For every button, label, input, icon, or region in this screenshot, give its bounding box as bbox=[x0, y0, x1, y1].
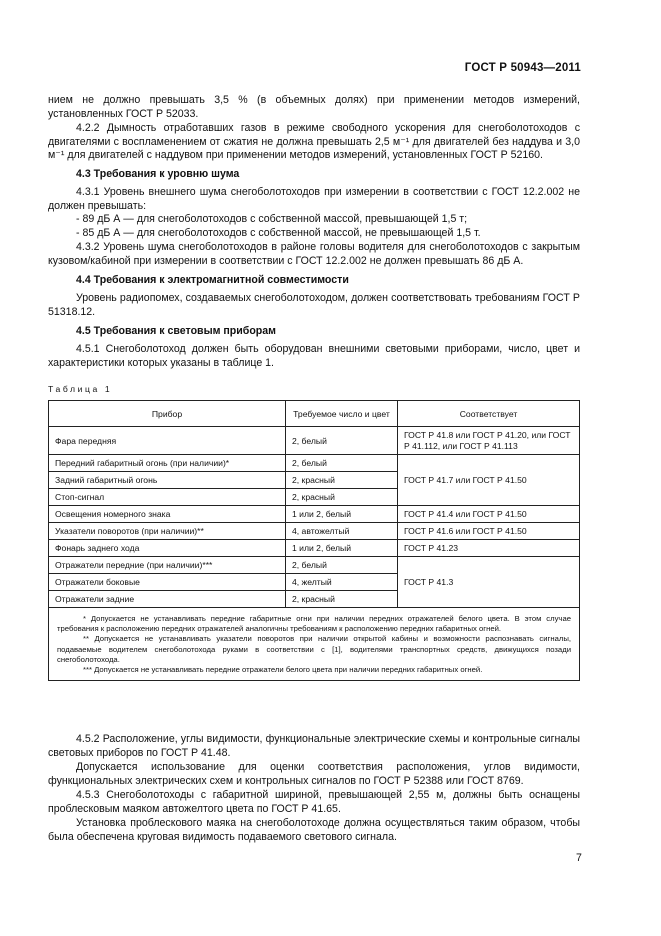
cell-device: Стоп-сигнал bbox=[49, 489, 286, 506]
cell-standard: ГОСТ Р 41.7 или ГОСТ Р 41.50 bbox=[398, 455, 580, 506]
table-row bbox=[49, 506, 580, 523]
cell-count: 2, белый bbox=[286, 455, 398, 472]
paragraph-4-5-2: 4.5.2 Расположение, углы видимости, функциональные электрические схемы и контрольные сигналы световых приборов по ГОСТ Р 41.48. bbox=[48, 733, 580, 759]
paragraph-4-3-1: 4.3.1 Уровень внешнего шума снегоболотоходов при измерении в соответствии с ГОСТ 12.2.002 не должен превышать: bbox=[48, 186, 580, 212]
paragraph-4-3-2: 4.3.2 Уровень шума снегоболотоходов в районе головы водителя для снегоболотоходов с закрытым кузовом/кабиной при измерении в соответствии с ГОСТ 12.2.002 не должен превышать 86 дБ А. bbox=[48, 241, 580, 267]
heading-4-3: 4.3 Требования к уровню шума bbox=[76, 168, 240, 180]
cell-standard: ГОСТ Р 41.8 или ГОСТ Р 41.20, или ГОСТ Р 41.112, или ГОСТ Р 41.113 bbox=[398, 427, 580, 455]
cell-device: Передний габаритный огонь (при наличии)* bbox=[49, 455, 286, 472]
table-caption: Таблица 1 bbox=[48, 384, 113, 394]
table-note-3: *** Допускается не устанавливать передние отражатели белого цвета при наличии передних габаритных огней. bbox=[83, 665, 483, 675]
column-header-standard: Соответствует bbox=[398, 401, 580, 427]
column-header-count: Требуемое число и цвет bbox=[286, 401, 398, 427]
cell-count: 2, белый bbox=[286, 557, 398, 574]
cell-device: Задний габаритный огонь bbox=[49, 472, 286, 489]
cell-count: 4, желтый bbox=[286, 574, 398, 591]
cell-device: Отражатели передние (при наличии)*** bbox=[49, 557, 286, 574]
cell-standard: ГОСТ Р 41.4 или ГОСТ Р 41.50 bbox=[398, 506, 580, 523]
cell-device: Фонарь заднего хода bbox=[49, 540, 286, 557]
cell-device: Отражатели задние bbox=[49, 591, 286, 608]
cell-count: 2, красный bbox=[286, 472, 398, 489]
table-row bbox=[49, 427, 580, 455]
paragraph-4-5-1: 4.5.1 Снегоболотоход должен быть оборудован внешними световыми приборами, число, цвет и характеристики которых указаны в таблице 1. bbox=[48, 343, 580, 369]
table-row bbox=[49, 523, 580, 540]
cell-standard: ГОСТ Р 41.6 или ГОСТ Р 41.50 bbox=[398, 523, 580, 540]
document-header: ГОСТ Р 50943—2011 bbox=[464, 62, 581, 74]
cell-count: 2, белый bbox=[286, 427, 398, 455]
table-note-1: * Допускается не устанавливать передние габаритные огни при наличии передних отражателей белого цвета. В этом случае требования к расположению передних отражателей аналогичны требованиям к расположению передних габаритных огней. bbox=[57, 614, 571, 634]
table-note-2: ** Допускается не устанавливать указатели поворотов при наличии открытой кабины и возможности распознавать сигналы, подаваемые водителем снегоболотохода руками в соответствии с [1], водителями транспортных средств, движущихся позади снегоболотохода. bbox=[57, 634, 571, 664]
cell-device: Указатели поворотов (при наличии)** bbox=[49, 523, 286, 540]
table-header-row bbox=[49, 401, 580, 427]
cell-standard: ГОСТ Р 41.3 bbox=[398, 557, 580, 608]
table-notes-row bbox=[49, 608, 580, 681]
column-header-device: Прибор bbox=[49, 401, 286, 427]
paragraph-beacon-installation: Установка проблескового маяка на снегоболотоходе должна осуществляться таким образом, чтобы была обеспечена круговая видимость подаваемого светового сигнала. bbox=[48, 817, 580, 843]
paragraph-allowed-evaluation: Допускается использование для оценки соответствия расположения, углов видимости, функциональных электрических схем и контрольных сигналов по ГОСТ Р 52388 или ГОСТ 8769. bbox=[48, 761, 580, 787]
cell-device: Фара передняя bbox=[49, 427, 286, 455]
lighting-table bbox=[48, 400, 580, 681]
table-row bbox=[49, 540, 580, 557]
cell-count: 2, красный bbox=[286, 591, 398, 608]
cell-count: 2, красный bbox=[286, 489, 398, 506]
table-row bbox=[49, 455, 580, 472]
paragraph-4-2-1-end: нием не должно превышать 3,5 % (в объемных долях) при применении методов измерений, установленных ГОСТ Р 52033. bbox=[48, 94, 580, 120]
cell-standard: ГОСТ Р 41.23 bbox=[398, 540, 580, 557]
cell-count: 1 или 2, белый bbox=[286, 506, 398, 523]
list-item-89db: - 89 дБ А — для снегоболотоходов с собственной массой, превышающей 1,5 т; bbox=[76, 213, 468, 225]
heading-4-4: 4.4 Требования к электромагнитной совместимости bbox=[76, 274, 349, 286]
cell-count: 1 или 2, белый bbox=[286, 540, 398, 557]
table-row bbox=[49, 557, 580, 574]
cell-count: 4, автожелтый bbox=[286, 523, 398, 540]
page-number: 7 bbox=[576, 852, 582, 864]
table-notes bbox=[49, 608, 580, 681]
cell-device: Отражатели боковые bbox=[49, 574, 286, 591]
list-item-85db: - 85 дБ А — для снегоболотоходов с собственной массой, не превышающей 1,5 т. bbox=[76, 227, 481, 239]
paragraph-4-2-2: 4.2.2 Дымность отработавших газов в режиме свободного ускорения для снегоболотоходов с двигателями с воспламенением от сжатия не должна превышать 2,5 м⁻¹ для двигателей без наддува и 3,0 м⁻¹ для двигателей с наддувом при применении методов измерений, установленных ГОСТ Р 52160. bbox=[48, 122, 580, 162]
paragraph-4-4: Уровень радиопомех, создаваемых снегоболотоходом, должен соответствовать требованиям ГОСТ Р 51318.12. bbox=[48, 292, 580, 318]
paragraph-4-5-3: 4.5.3 Снегоболотоходы с габаритной шириной, превышающей 2,55 м, должны быть оснащены проблесковым маяком автожелтого цвета по ГОСТ Р 41.65. bbox=[48, 789, 580, 815]
heading-4-5: 4.5 Требования к световым приборам bbox=[76, 325, 276, 337]
cell-device: Освещения номерного знака bbox=[49, 506, 286, 523]
